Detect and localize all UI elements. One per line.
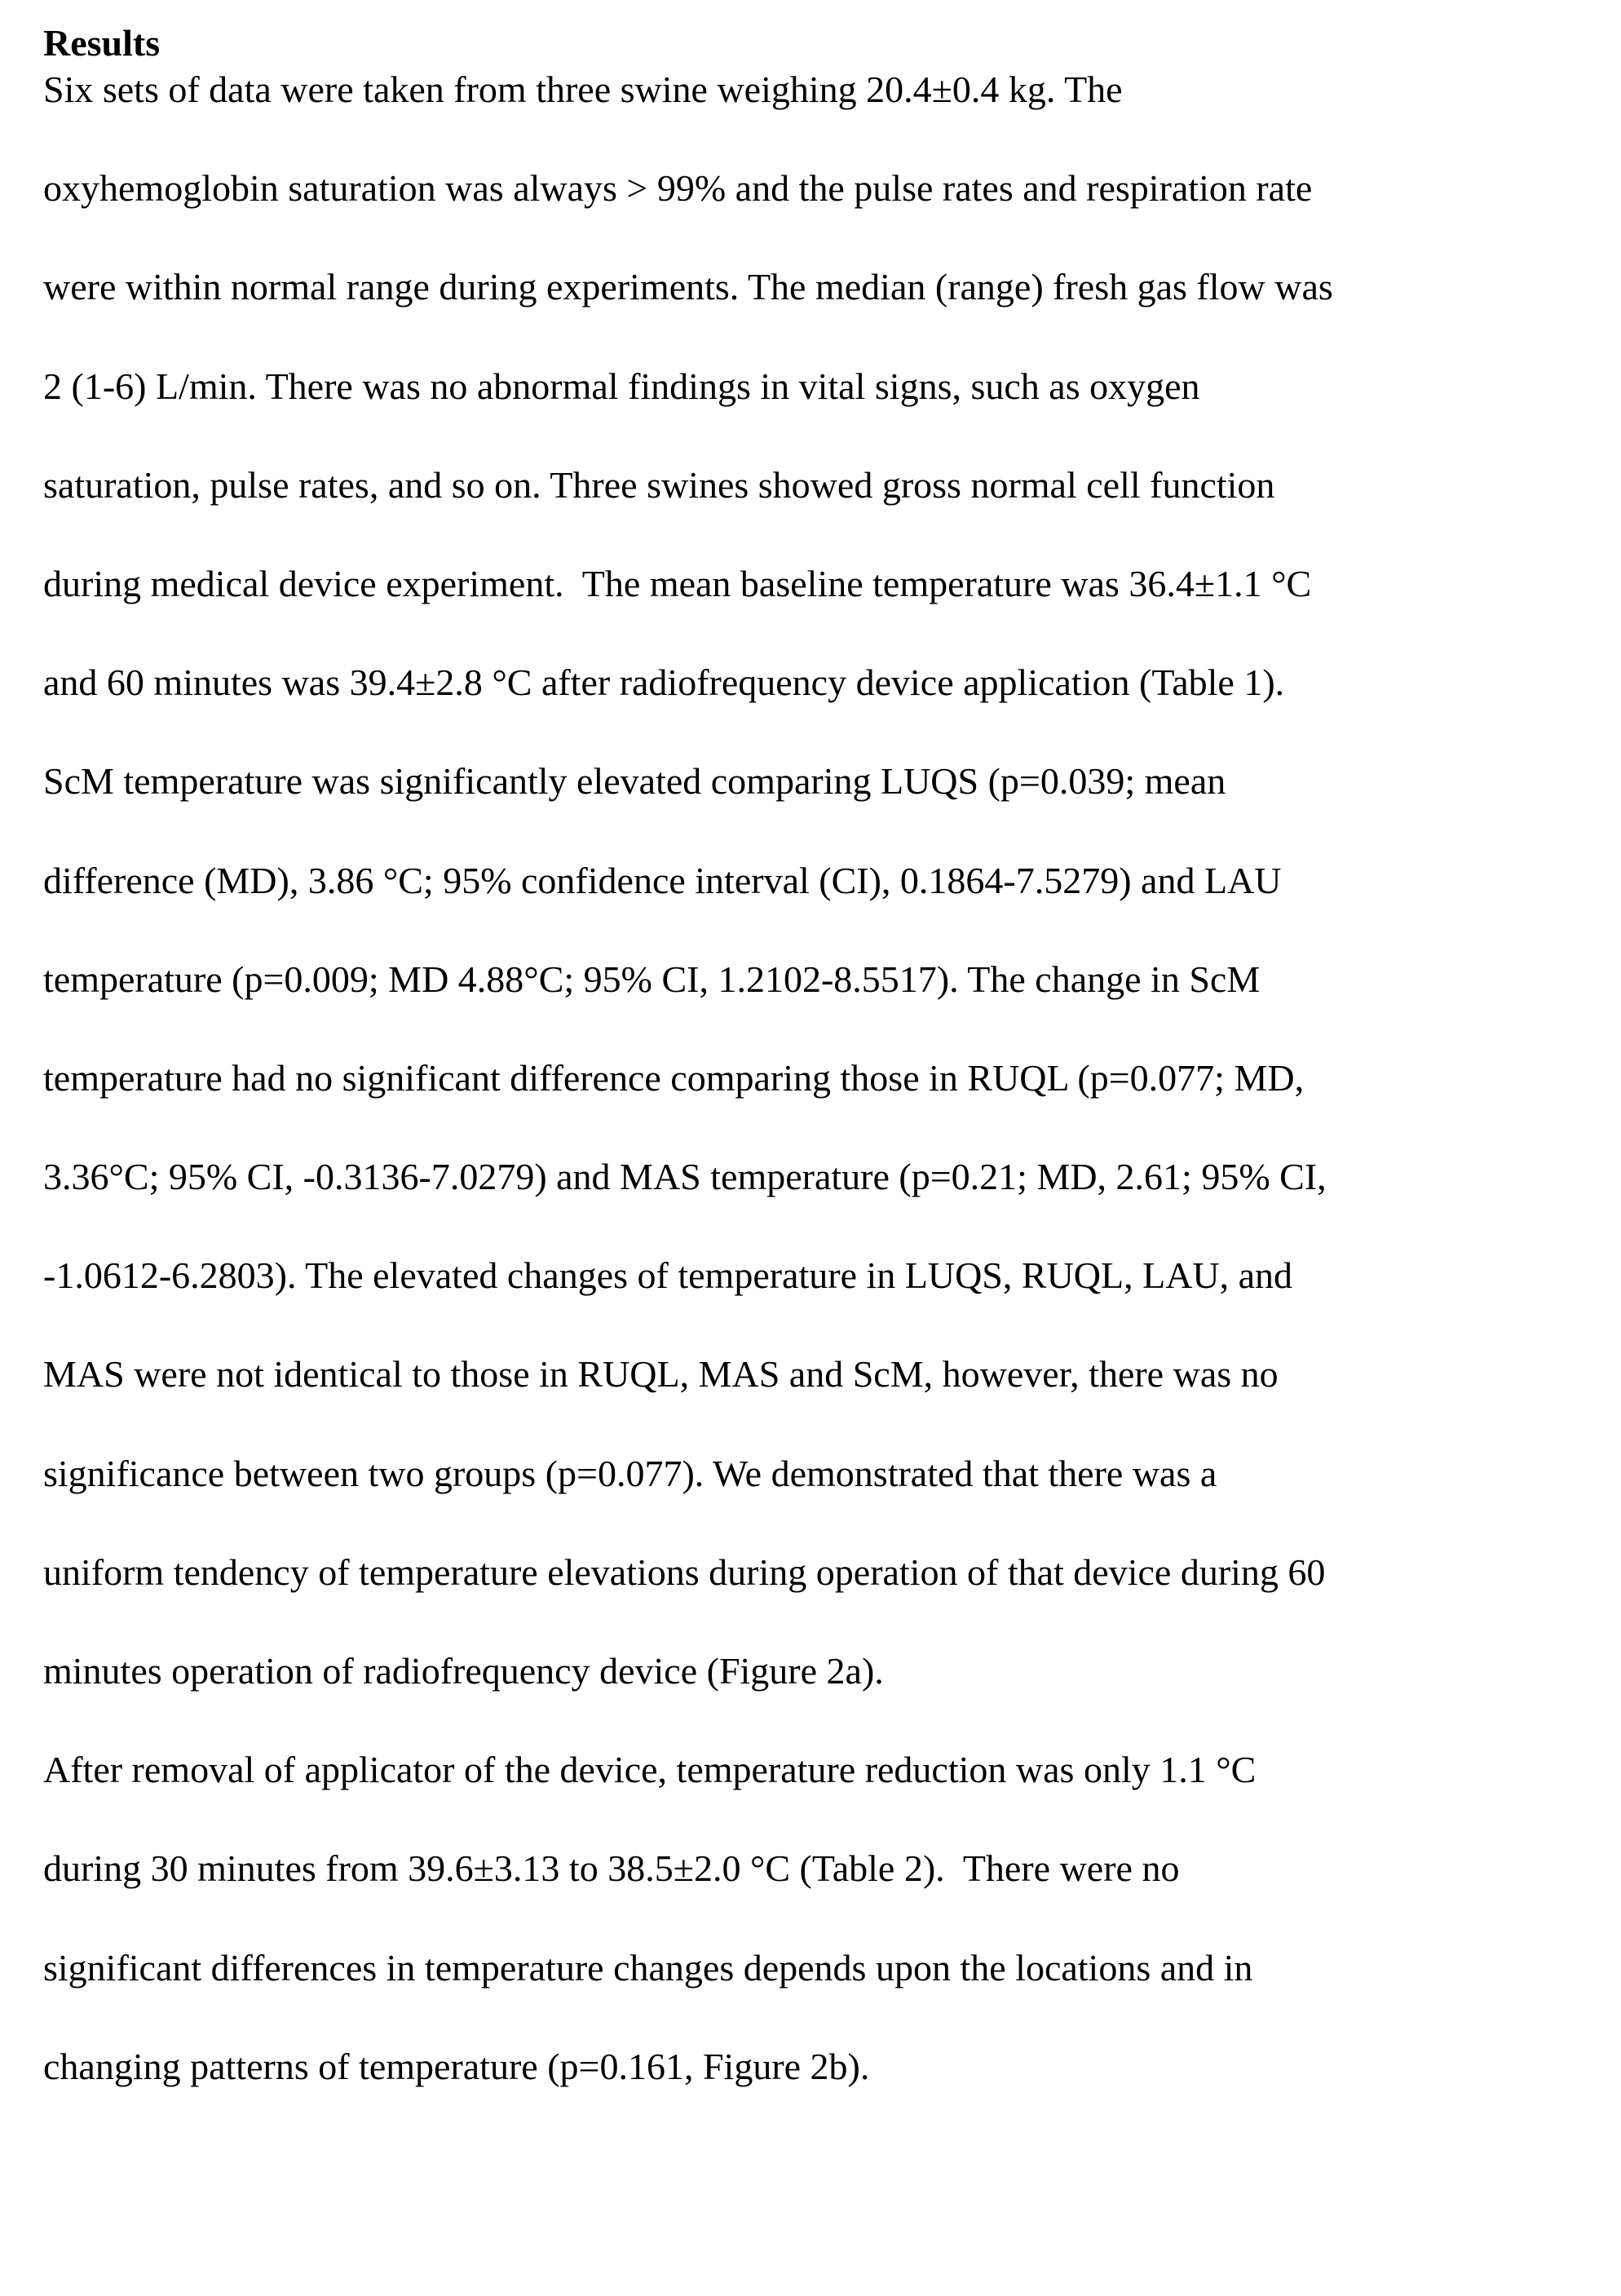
text-line: were within normal range during experiments. The median (range) fresh gas flow was	[43, 266, 1333, 308]
text-line: significant differences in temperature changes depends upon the locations and in	[43, 1946, 1253, 1989]
text-line: changing patterns of temperature (p=0.161, Figure 2b).	[43, 2045, 870, 2087]
section-heading-results: Results	[43, 22, 161, 64]
results-body-text	[43, 40, 1592, 2116]
text-line: during medical device experiment. The mean baseline temperature was 36.4±1.1 °C	[43, 562, 1312, 604]
text-line: 2 (1-6) L/min. There was no abnormal findings in vital signs, such as oxygen	[43, 365, 1200, 407]
text-line: MAS were not identical to those in RUQL, MAS and ScM, however, there was no	[43, 1353, 1279, 1396]
text-line: during 30 minutes from 39.6±3.13 to 38.5±2.0 °C (Table 2). There were no	[43, 1847, 1180, 1890]
text-line: and 60 minutes was 39.4±2.8 °C after radiofrequency device application (Table 1).	[43, 661, 1285, 704]
text-line: uniform tendency of temperature elevations during operation of that device during 60	[43, 1551, 1326, 1593]
text-line: temperature (p=0.009; MD 4.88°C; 95% CI, 1.2102-8.5517). The change in ScM	[43, 958, 1261, 1000]
text-line: ScM temperature was significantly elevated comparing LUQS (p=0.039; mean	[43, 760, 1226, 803]
text-line: minutes operation of radiofrequency device (Figure 2a).	[43, 1650, 884, 1692]
text-line: 3.36°C; 95% CI, -0.3136-7.0279) and MAS temperature (p=0.21; MD, 2.61; 95% CI,	[43, 1156, 1327, 1198]
text-line: -1.0612-6.2803). The elevated changes of temperature in LUQS, RUQL, LAU, and	[43, 1254, 1293, 1297]
text-line: saturation, pulse rates, and so on. Three swines showed gross normal cell function	[43, 463, 1275, 506]
text-line: difference (MD), 3.86 °C; 95% confidence interval (CI), 0.1864-7.5279) and LAU	[43, 859, 1282, 901]
text-line: significance between two groups (p=0.077). We demonstrated that there was a	[43, 1452, 1217, 1494]
text-line: After removal of applicator of the device, temperature reduction was only 1.1 °C	[43, 1749, 1257, 1791]
text-line: Six sets of data were taken from three swine weighing 20.4±0.4 kg. The	[43, 69, 1123, 110]
text-line: temperature had no significant difference comparing those in RUQL (p=0.077; MD,	[43, 1056, 1305, 1099]
text-line: oxyhemoglobin saturation was always > 99% and the pulse rates and respiration rate	[43, 167, 1313, 210]
